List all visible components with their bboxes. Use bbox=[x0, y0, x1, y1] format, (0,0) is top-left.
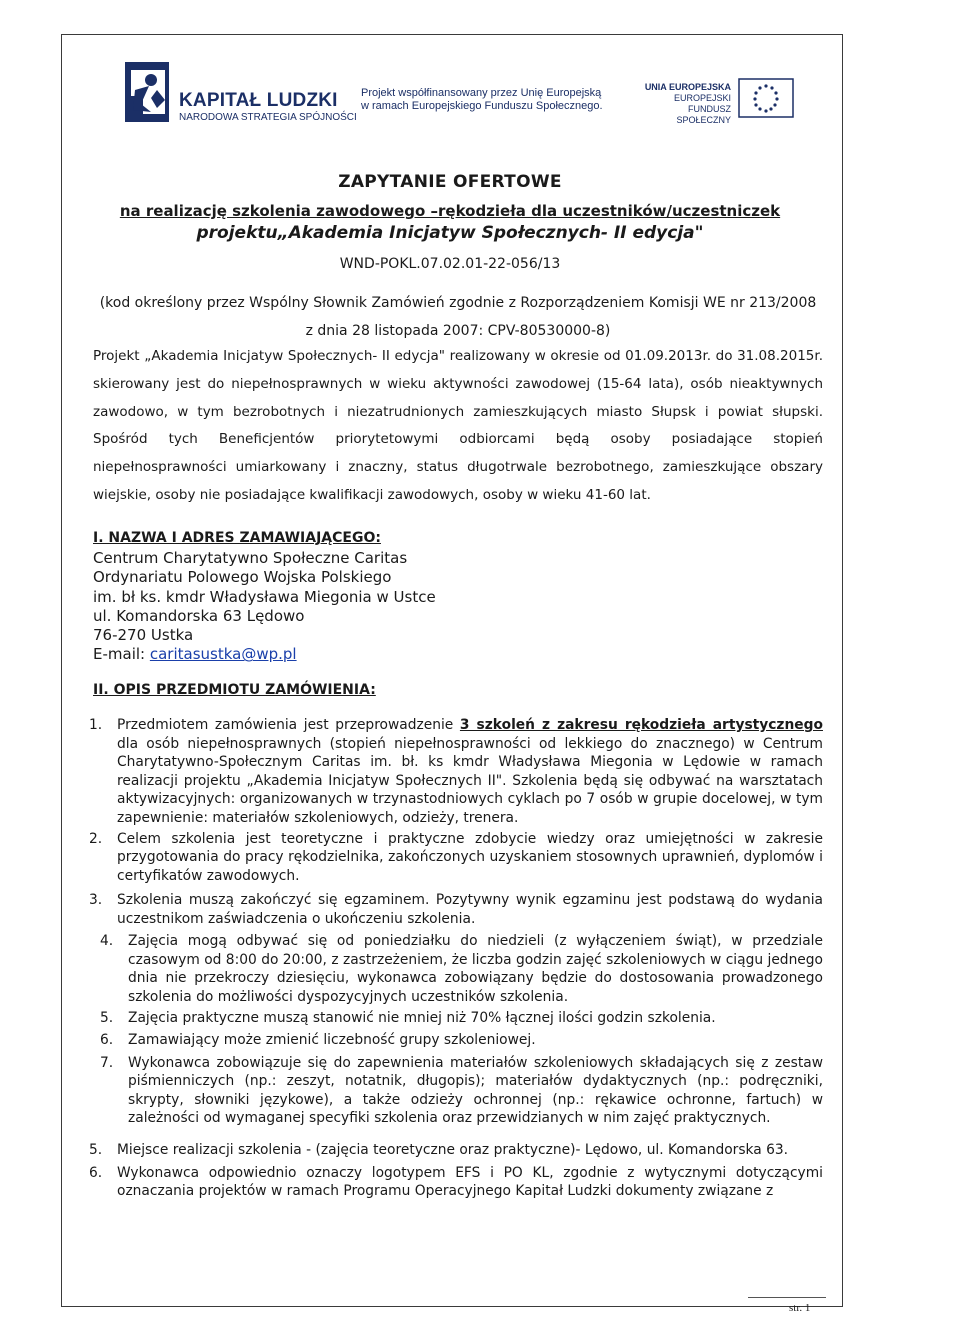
document-title: ZAPYTANIE OFERTOWE bbox=[338, 172, 562, 192]
list-item bbox=[89, 830, 823, 886]
address-line: Ordynariatu Polowego Wojska Polskiego bbox=[93, 568, 392, 587]
intro-paragraph: Projekt „Akademia Inicjatyw Społecznych- II edycja" realizowany w okresie od 01.09.2013r. do 31.08.2015r. skierowany jest do niepełnosprawnych w wieku aktywności zawodowej (15-64 lata), osób nieaktywnych zawodowo, w tym bezrobotnych i niezatrudnionych zamieszkujących miasto Słupsk i powiat słupski. Spośród tych Beneficjentów priorytetowymi odbiorcami będą osoby posiadające stopień niepełnosprawności umiarkowany i znaczny, status długotrwale bezrobotnego, zamieszkujące obszary wiejskie, osoby nie posiadające kwalifikacji zawodowych, osoby w wieku 41-60 lat. bbox=[93, 348, 823, 503]
email-link[interactable]: caritasustka@wp.pl bbox=[149, 645, 297, 664]
page-number: str. 1 bbox=[789, 1302, 811, 1314]
list-item-text: Wykonawca odpowiednio oznaczy logotypem EFS i PO KL, zgodnie z wytycznymi dotyczącymi oznaczania projektów w ramach Programu Operacyjnego Kapitał Ludzki dokumenty związane z bbox=[117, 1164, 823, 1200]
cpv-line-1: (kod określony przez Wspólny Słownik Zamówień zgodnie z Rozporządzeniem Komisji WE nr 213/2008 bbox=[99, 295, 817, 311]
list-item-number: 1. bbox=[89, 717, 103, 733]
section-orderer bbox=[93, 530, 823, 665]
list-item-text: Zajęcia mogą odbywać się od poniedziałku do niedzieli (z wyłączeniem świąt), w przedziale czasowym od 8:00 do 20:00, z zastrzeżeniem, że liczba godzin zajęć szkoleniowych w ciągu jednego dnia nie przekroczy dziesięciu, wykonawca zobowiązany będzie do dostosowania prowadzonego szkolenia do możliwości dyspozycyjnych uczestników szkolenia. bbox=[128, 933, 823, 1005]
document-subtitle: na realizację szkolenia zawodowego –rękodzieła dla uczestników/uczestniczek bbox=[119, 202, 781, 220]
list-item-number: 6. bbox=[100, 1031, 114, 1048]
section-heading-orderer: I. NAZWA I ADRES ZAMAWIAJĄCEGO: bbox=[93, 530, 381, 546]
eu-line-3: FUNDUSZ SPOŁECZNY bbox=[676, 104, 731, 125]
project-code: WND-POKL.07.02.01-22-056/13 bbox=[339, 256, 561, 272]
list-item bbox=[89, 1141, 823, 1160]
conditions-list bbox=[100, 932, 823, 1128]
eu-line-1: UNIA EUROPEJSKA bbox=[644, 82, 731, 92]
email-line bbox=[93, 645, 823, 664]
list-item-text: Szkolenia muszą zakończyć się egzaminem. Pozytywny wynik egzaminu jest podstawą do wydania uczestnikom zaświadczenia o ukończeniu szkolenia. bbox=[117, 892, 823, 927]
list-item-text: dla osób niepełnosprawnych (stopień niepełnosprawności od lekkiego do znacznego) w Centrum Charytatywno-Społecznym Caritas im. bł. ks kmdr Władysława Miegonia w Lędowie w ramach realizacji projektu „Akademia Inicjatyw Społecznych II". Szkolenia będą się odbywać na warsztatach aktywizacyjnych: organizowanych w trzynastodniowych cyklach po 7 osób w grupie docelowej, w tym zapewnienie: materiałów szkoleniowych, odzieży, trenera. bbox=[117, 735, 823, 826]
cpv-note bbox=[88, 289, 828, 345]
list-item-number: 3. bbox=[89, 892, 103, 909]
list-item-number: 7. bbox=[100, 1054, 114, 1071]
list-item bbox=[100, 1009, 823, 1028]
cofinance-note bbox=[361, 87, 621, 113]
address-line: Centrum Charytatywno Społeczne Caritas bbox=[93, 549, 408, 567]
list-item-text: Zajęcia praktyczne muszą stanowić nie mniej niż 70% łącznej ilości godzin szkolenia. bbox=[128, 1010, 716, 1027]
list-item-number: 5. bbox=[89, 1142, 103, 1158]
address-block bbox=[93, 549, 823, 665]
eu-line-2: EUROPEJSKI bbox=[673, 93, 731, 103]
list-item bbox=[89, 1164, 823, 1201]
final-list bbox=[89, 1141, 823, 1201]
description-list bbox=[89, 716, 823, 929]
eu-flag-icon bbox=[738, 78, 794, 118]
list-item-number: 2. bbox=[89, 830, 103, 847]
list-item bbox=[100, 1031, 823, 1050]
list-item-text: Przedmiotem zamówienia jest przeprowadzenie bbox=[117, 717, 460, 733]
kapital-ludzki-title: KAPITAŁ LUDZKI bbox=[179, 90, 338, 111]
cofinance-line-1: Projekt współfinansowany przez Unię Europejską bbox=[361, 87, 602, 99]
title-block bbox=[90, 172, 810, 272]
section-heading-description: II. OPIS PRZEDMIOTU ZAMÓWIENIA: bbox=[93, 682, 376, 698]
list-item bbox=[100, 932, 823, 1006]
eu-label bbox=[641, 82, 731, 126]
list-item-text: Celem szkolenia jest teoretyczne i praktyczne zdobycie wiedzy oraz umiejętności w zakresie przygotowania do pracy rękodzielnika, zakończonych uzyskaniem stosownych uprawnień, dyplomów i certyfikatów zawodowych. bbox=[117, 830, 823, 884]
list-item bbox=[100, 1054, 823, 1128]
footer-divider bbox=[748, 1297, 826, 1298]
list-item-number: 5. bbox=[100, 1010, 114, 1027]
address-line: ul. Komandorska 63 Lędowo bbox=[93, 606, 305, 625]
list-item-text: Miejsce realizacji szkolenia - (zajęcia teoretyczne oraz praktyczne)- Lędowo, ul. Komandorska 63. bbox=[117, 1142, 789, 1158]
list-item bbox=[89, 716, 823, 828]
cofinance-line-2: w ramach Europejskiego Funduszu Społecznego. bbox=[361, 100, 603, 112]
list-item-number: 6. bbox=[89, 1164, 103, 1181]
list-item-number: 4. bbox=[100, 933, 114, 949]
list-item bbox=[89, 891, 823, 928]
list-item-emphasis: 3 szkoleń z zakresu rękodzieła artystycznego bbox=[459, 717, 823, 733]
header bbox=[121, 54, 811, 140]
cpv-line-2: z dnia 28 listopada 2007: CPV-80530000-8) bbox=[305, 323, 611, 339]
project-name: projektu„Akademia Inicjatyw Społecznych- II edycja" bbox=[196, 223, 704, 243]
email-label: E-mail: bbox=[93, 645, 150, 664]
kapital-ludzki-subtitle: NARODOWA STRATEGIA SPÓJNOŚCI bbox=[179, 112, 357, 123]
section-description bbox=[93, 682, 823, 698]
address-line: 76-270 Ustka bbox=[93, 626, 194, 645]
list-item-text: Zamawiający może zmienić liczebność grupy szkoleniowej. bbox=[128, 1031, 536, 1048]
kapital-ludzki-logo-icon bbox=[121, 60, 173, 124]
list-item-text: Wykonawca zobowiązuje się do zapewnienia materiałów szkoleniowych składających się z zestaw piśmienniczych (np.: zeszyt, notatnik, długopis); materiałów dydaktycznych (np.: podręczniki, skrypty, słowniki językowe), a także odzieży ochronnej (np.: rękawice ochronne, fartuch) w zależności od wymaganej specyfiki szkolenia oraz przewidzianych w nim zajęć praktycznych. bbox=[128, 1054, 823, 1127]
address-line: im. bł ks. kmdr Władysława Miegonia w Ustce bbox=[93, 587, 436, 606]
